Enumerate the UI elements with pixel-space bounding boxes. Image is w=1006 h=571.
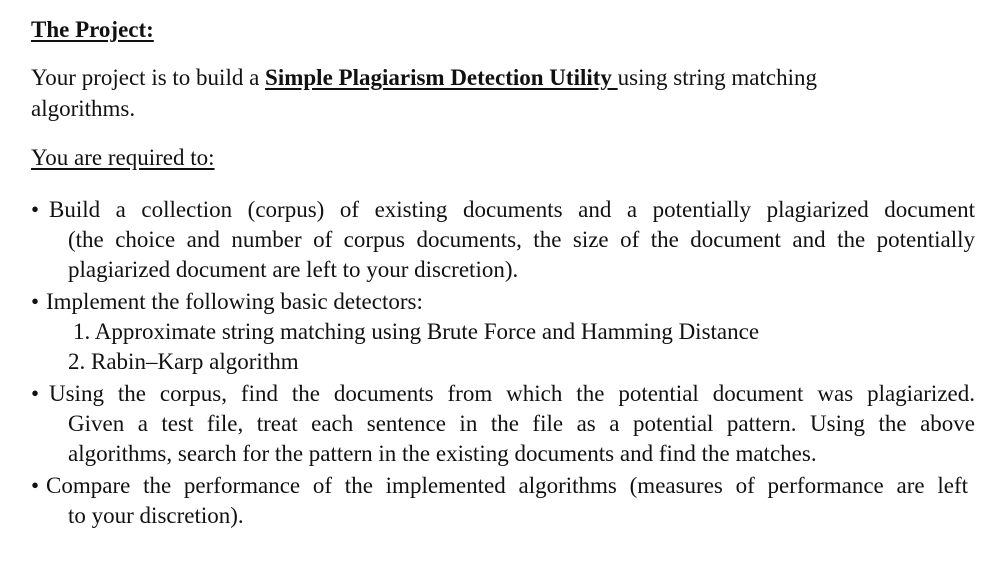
bullet-text-line: to your discretion).: [68, 503, 244, 528]
bullet-text-line: plagiarized document are left to your discretion).: [68, 257, 519, 282]
bullet-item-corpus: [31, 195, 975, 285]
bullet-text-line: Given a test file, treat each sentence in the file as a potential pattern. Using the above: [68, 411, 975, 436]
bullet-text-line: algorithms, search for the pattern in the existing documents and find the matches.: [68, 441, 817, 466]
bullet-text-line: Implement the following basic detectors:: [46, 289, 423, 314]
bullet-item-corpus-search: [31, 379, 975, 469]
bullet-text-line: (the choice and number of corpus documents, the size of the document and the potentially: [68, 227, 975, 252]
bullet-item-detectors: [31, 287, 975, 377]
bullet-icon: •: [31, 289, 40, 314]
project-title-highlight: Simple Plagiarism Detection Utility: [265, 65, 618, 90]
bullet-item-performance: [31, 471, 975, 531]
intro-suffix: using string matching: [617, 65, 817, 90]
detector-list-item: 2. Rabin–Karp algorithm: [68, 349, 299, 374]
intro-paragraph-line-1: [31, 63, 817, 93]
requirements-label: You are required to:: [31, 145, 215, 170]
bullet-text-line: Using the corpus, find the documents from which the potential document was plagiarized.: [49, 381, 975, 406]
bullet-icon: •: [31, 381, 40, 406]
section-heading: The Project:: [31, 17, 154, 42]
bullet-text-line: Compare the performance of the implemented algorithms (measures of performance are left: [46, 473, 968, 498]
intro-prefix: Your project is to build a: [31, 65, 266, 90]
bullet-text-line: Build a collection (corpus) of existing documents and a potentially plagiarized document: [49, 197, 975, 222]
intro-paragraph-line-2: algorithms.: [31, 96, 136, 121]
bullet-icon: •: [31, 197, 40, 222]
detector-list-item: 1. Approximate string matching using Brute Force and Hamming Distance: [73, 319, 760, 344]
bullet-icon: •: [31, 473, 40, 498]
